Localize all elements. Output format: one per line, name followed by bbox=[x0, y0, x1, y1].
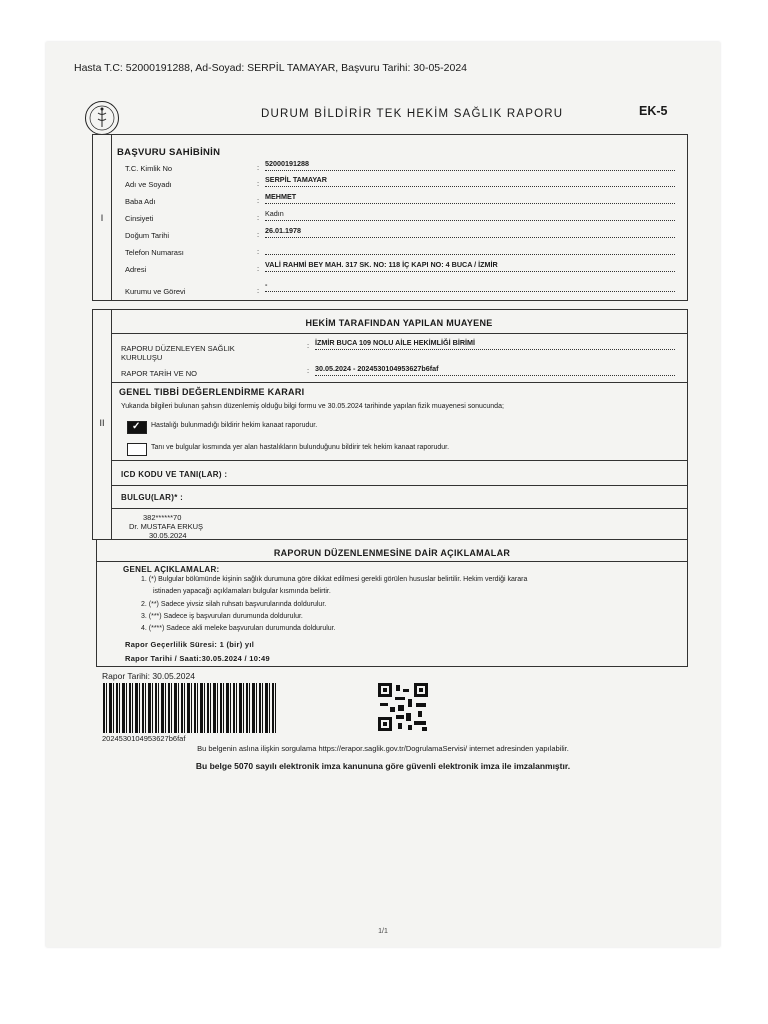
doctor-id: 382******70 bbox=[143, 513, 182, 522]
decision-title: GENEL TIBBİ DEĞERLENDİRME KARARI bbox=[119, 387, 305, 397]
field-label-phone: Telefon Numarası bbox=[125, 248, 184, 257]
section-roman-i: I bbox=[100, 213, 104, 223]
doctor-date: 30.05.2024 bbox=[149, 531, 187, 540]
applicant-title: BAŞVURU SAHİBİNİN bbox=[117, 147, 221, 158]
field-value-birthdate: 26.01.1978 bbox=[265, 226, 301, 235]
footer-report-date: Rapor Tarihi: 30.05.2024 bbox=[102, 671, 195, 681]
field-label-father: Baba Adı bbox=[125, 197, 156, 206]
field-label-institution: Kurumu ve Görevi bbox=[125, 287, 186, 296]
explanation-item-4: 4. (****) Sadece akli meleke başvuruları durumunda doldurulur. bbox=[141, 625, 336, 632]
page-number: 1/1 bbox=[378, 928, 388, 935]
examination-section: II HEKİM TARAFINDAN YAPILAN MUAYENE RAPORU DÜZENLEYEN SAĞLIK KURULUŞU : İZMİR BUCA 109 NOLU AİLE HEKİMLİĞİ BİRİMİ RAPOR TARİH VE NO : 30.05.2024 - 2024530104953627b6faf GENEL TIBBİ DEĞERLENDİRME KARARI Yukarıda bilgileri bulunan şahsın düzenlemiş olduğu bilgi formu ve 30.05.2024 tarihinde yapılan fizik muayenesi sonucunda; ✓ Hastalığı bulunmadığı bildirir hekim kanaat raporudur. Tanı ve bulgular kısmında yer alan hastalıkların bulunduğunu bildirir tek hekim kanaat raporudur. ICD KODU VE TANI(LAR) : BULGU(LAR)* : 382******70 Dr. MUSTAFA ERKUŞ 30.05.2024 bbox=[92, 309, 688, 540]
explanations-title: RAPORUN DÜZENLENMESİNE DAİR AÇIKLAMALAR bbox=[273, 548, 511, 558]
document-title: DURUM BİLDİRİR TEK HEKİM SAĞLIK RAPORU bbox=[261, 108, 564, 120]
report-page bbox=[46, 42, 720, 947]
ministry-seal-icon bbox=[84, 100, 120, 136]
no-disease-checkbox[interactable]: ✓ bbox=[127, 421, 147, 434]
form-code: EK-5 bbox=[639, 104, 668, 118]
field-value-name: SERPİL TAMAYAR bbox=[265, 175, 327, 184]
institution-label: RAPORU DÜZENLEYEN SAĞLIK KURULUŞU bbox=[121, 344, 235, 362]
field-value-gender: Kadın bbox=[265, 209, 284, 218]
field-value-address: VALİ RAHMİ BEY MAH. 317 SK. NO: 118 İÇ KAPI NO: 4 BUCA / İZMİR bbox=[265, 260, 498, 269]
findings-label: BULGU(LAR)* : bbox=[121, 493, 184, 502]
validity-period: Rapor Geçerlilik Süresi: 1 (bir) yıl bbox=[125, 640, 255, 649]
field-value-tc: 52000191288 bbox=[265, 159, 309, 168]
explanation-item-3: 3. (***) Sadece iş başvuruları durumunda doldurulur. bbox=[141, 613, 303, 620]
field-label-name: Adı ve Soyadı bbox=[125, 180, 172, 189]
no-disease-option: Hastalığı bulunmadığı bildirir hekim kanaat raporudur. bbox=[151, 422, 318, 429]
explanation-item-1: 1. (*) Bulgular bölümünde kişinin sağlık durumuna göre dikkat edilmesi gerekli görülen hususlar belirtilir. Hekim verdiği karara bbox=[141, 576, 528, 583]
report-no-label: RAPOR TARİH VE NO bbox=[121, 369, 197, 378]
explanation-item-1b: istinaden yapacağı açıklamaları bulgular kısmında belirtir. bbox=[153, 588, 331, 595]
field-label-address: Adresi bbox=[125, 265, 147, 274]
decision-text: Yukarıda bilgileri bulunan şahsın düzenlemiş olduğu bilgi formu ve 30.05.2024 tarihinde yapılan fizik muayenesi sonucunda; bbox=[121, 403, 504, 410]
esign-notice: Bu belge 5070 sayılı elektronik imza kanununa göre güvenli elektronik imza ile imzalanmıştır. bbox=[195, 761, 571, 771]
verification-notice: Bu belgenin aslına ilişkin sorgulama https://erapor.saglik.gov.tr/DogrulamaServisi/ internet adresinden yapılabilir. bbox=[197, 744, 569, 753]
qr-code bbox=[378, 683, 428, 731]
report-datetime: Rapor Tarihi / Saati:30.05.2024 / 10:49 bbox=[125, 654, 270, 663]
field-label-gender: Cinsiyeti bbox=[125, 214, 154, 223]
examination-title: HEKİM TARAFINDAN YAPILAN MUAYENE bbox=[305, 318, 493, 328]
institution-value: İZMİR BUCA 109 NOLU AİLE HEKİMLİĞİ BİRİMİ bbox=[315, 338, 475, 347]
barcode bbox=[103, 683, 276, 733]
barcode-number: 2024530104953627b6faf bbox=[102, 734, 186, 743]
disease-present-checkbox[interactable] bbox=[127, 443, 147, 456]
general-explanations-label: GENEL AÇIKLAMALAR: bbox=[123, 565, 220, 574]
explanation-item-2: 2. (**) Sadece yivsiz silah ruhsatı başvurularında doldurulur. bbox=[141, 601, 327, 608]
doctor-name: Dr. MUSTAFA ERKUŞ bbox=[129, 522, 204, 531]
applicant-section: I BAŞVURU SAHİBİNİN T.C. Kimlik No : 52000191288 Adı ve Soyadı : SERPİL TAMAYAR Baba Adı : MEHMET Cinsiyeti : Kadın Doğum Tarihi : 26.01.1978 Telefon Numarası : Adresi : VALİ RAHMİ BEY MAH. 317 SK. NO: 118 İÇ KAPI NO: 4 BUCA / İZMİR Kurumu ve Görevi : - bbox=[92, 134, 688, 301]
explanations-section bbox=[96, 539, 688, 667]
section-roman-ii: II bbox=[99, 418, 105, 428]
report-no-value: 30.05.2024 - 2024530104953627b6faf bbox=[315, 364, 439, 373]
field-label-birthdate: Doğum Tarihi bbox=[125, 231, 170, 240]
patient-header: Hasta T.C: 52000191288, Ad-Soyad: SERPİL TAMAYAR, Başvuru Tarihi: 30-05-2024 bbox=[74, 62, 468, 74]
icd-label: ICD KODU VE TANI(LAR) : bbox=[121, 470, 228, 479]
disease-present-option: Tanı ve bulgular kısmında yer alan hastalıkların bulunduğunu bildirir tek hekim kanaat raporudur. bbox=[151, 444, 450, 451]
field-value-father: MEHMET bbox=[265, 192, 297, 201]
field-value-institution: - bbox=[265, 280, 268, 289]
field-label-tc: T.C. Kimlik No bbox=[125, 164, 173, 173]
